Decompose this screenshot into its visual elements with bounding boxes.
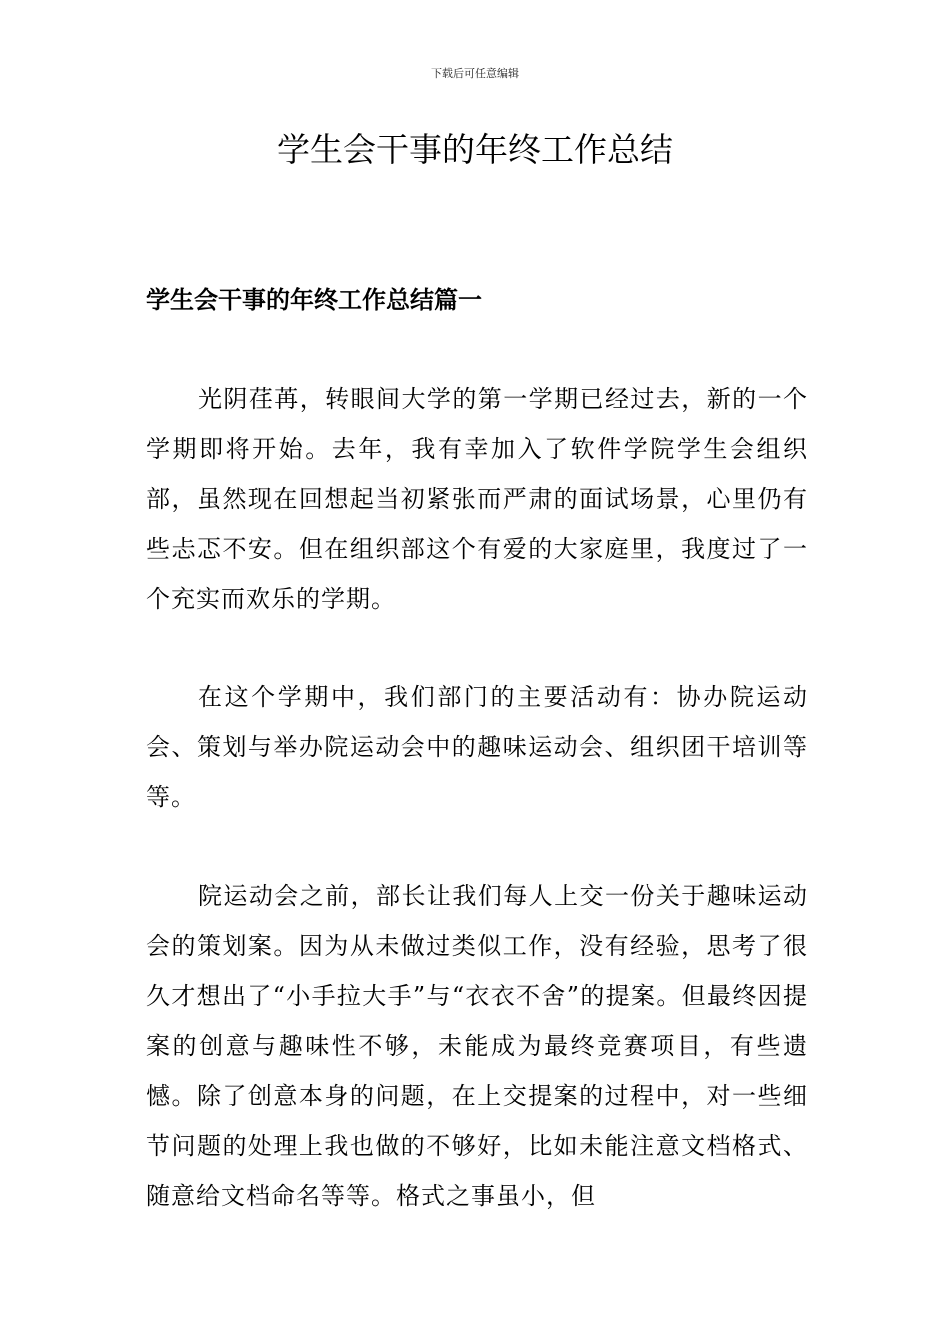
body-paragraph-2: 在这个学期中，我们部门的主要活动有：协办院运动会、策划与举办院运动会中的趣味运动会、组织团干培训等等。 [146, 683, 808, 811]
document-title: 学生会干事的年终工作总结 [277, 130, 673, 169]
section-heading: 学生会干事的年终工作总结篇一 [146, 285, 482, 314]
body-paragraph-3: 院运动会之前，部长让我们每人上交一份关于趣味运动会的策划案。因为从未做过类似工作，没有经验，思考了很久才想出了“小手拉大手”与“衣衣不舍”的提案。但最终因提案的创意与趣味性不够，未能成为最终竞赛项目，有些遗憾。除了创意本身的问题，在上交提案的过程中，对一些细节问题的处理上我也做的不够好，比如未能注意文档格式、随意给文档命名等等。格式之事虽小，但 [146, 882, 808, 1210]
body-paragraph-1: 光阴荏苒，转眼间大学的第一学期已经过去，新的一个学期即将开始。去年，我有幸加入了软件学院学生会组织部，虽然现在回想起当初紧张而严肃的面试场景，心里仍有些忐忑不安。但在组织部这个有爱的大家庭里，我度过了一个充实而欢乐的学期。 [146, 385, 808, 613]
header-note: 下载后可任意编辑 [431, 67, 519, 80]
